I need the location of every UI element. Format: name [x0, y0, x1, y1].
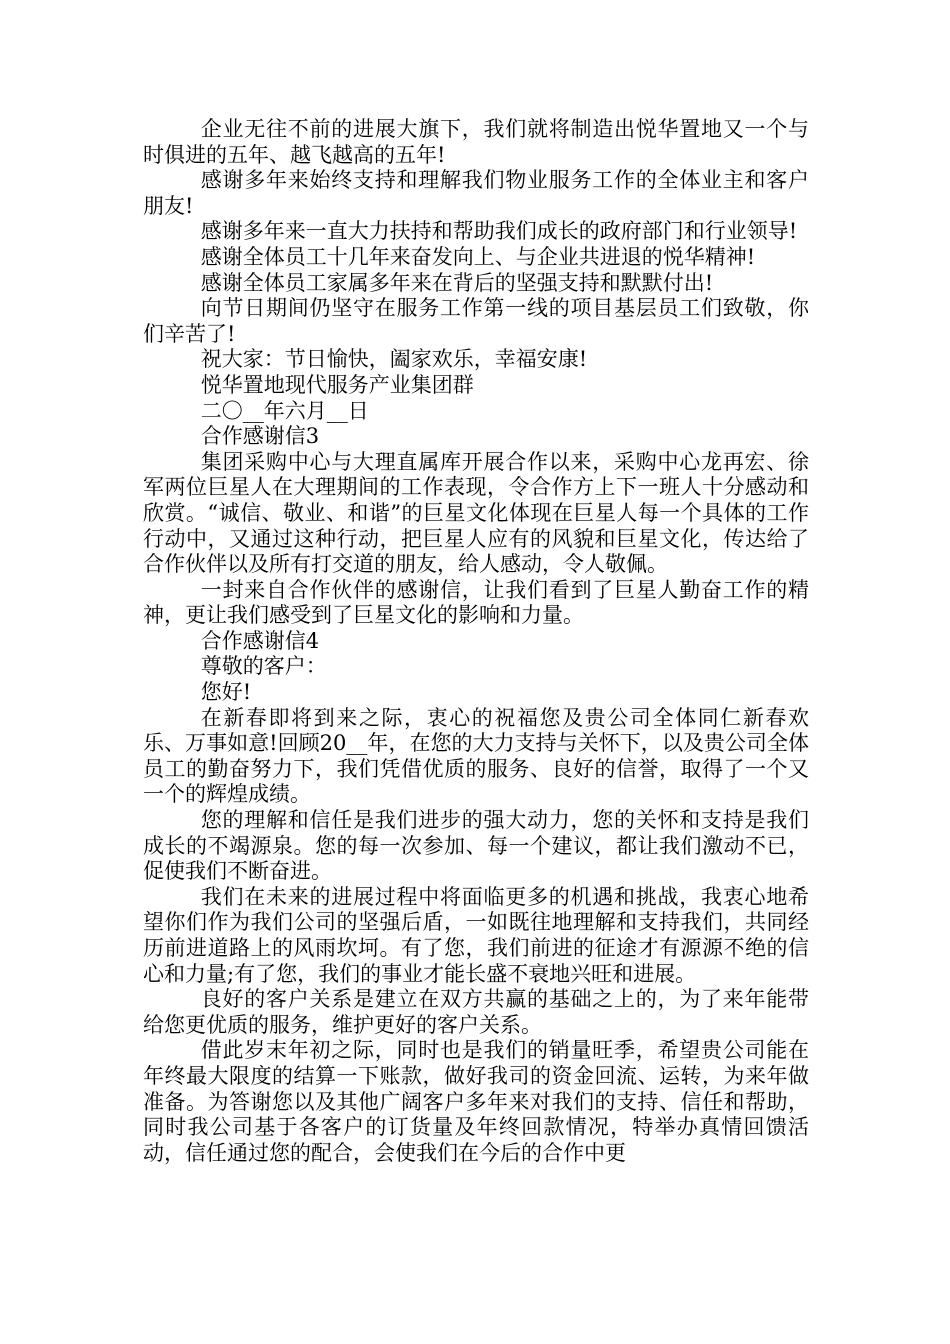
paragraph: 向节日期间仍坚守在服务工作第一线的项目基层员工们致敬，你们辛苦了! — [143, 296, 809, 346]
paragraph: 企业无往不前的进展大旗下，我们就将制造出悦华置地又一个与时俱进的五年、越飞越高的五年! — [143, 117, 809, 167]
paragraph: 祝大家：节日愉快，阖家欢乐，幸福安康! — [200, 347, 588, 372]
paragraph: 感谢全体员工十几年来奋发向上、与企业共进退的悦华精神! — [200, 244, 756, 269]
section-title: 合作感谢信4 — [200, 628, 320, 653]
paragraph: 在新春即将到来之际，衷心的祝福您及贵公司全体同仁新春欢乐、万事如意!回顾20__年，在您的大力支持与关怀下，以及贵公司全体员工的勤奋努力下，我们凭借优质的服务、良好的信誉，取得了一个又一个的辉煌成绩。 — [143, 705, 809, 807]
paragraph: 一封来自合作伙伴的感谢信，让我们看到了巨星人勤奋工作的精神，更让我们感受到了巨星文化的影响和力量。 — [143, 577, 809, 628]
document-body — [143, 117, 809, 1166]
paragraph: 您的理解和信任是我们进步的强大动力，您的关怀和支持是我们成长的不竭源泉。您的每一次参加、每一个建议，都让我们激动不已，促使我们不断奋进。 — [143, 808, 809, 884]
greeting: 您好! — [200, 680, 252, 705]
signature-date: 二〇__年六月__日 — [200, 398, 369, 423]
paragraph: 良好的客户关系是建立在双方共赢的基础之上的，为了来年能带给您更优质的服务，维护更好的客户关系。 — [143, 987, 809, 1037]
paragraph: 集团采购中心与大理直属库开展合作以来，采购中心龙再宏、徐军两位巨星人在大理期间的工作表现，令合作方上下一班人十分感动和欣赏。“诚信、敬业、和谐”的巨星文化体现在巨星人每一个具体的工作行动中，又通过这种行动，把巨星人应有的风貌和巨星文化，传达给了合作伙伴以及所有打交道的朋友，给人感动，令人敬佩。 — [143, 449, 809, 577]
paragraph: 感谢全体员工家属多年来在背后的坚强支持和默默付出! — [200, 270, 714, 295]
section-title: 合作感谢信3 — [200, 424, 320, 449]
signature-organization: 悦华置地现代服务产业集团群 — [200, 372, 474, 397]
paragraph: 借此岁末年初之际，同时也是我们的销量旺季，希望贵公司能在年终最大限度的结算一下账款，做好我司的资金回流、运转，为来年做准备。为答谢您以及其他广阔客户多年来对我们的支持、信任和帮助，同时我公司基于各客户的订货量及年终回款情况，特举办真情回馈活动，信任通过您的配合，会使我们在今后的合作中更 — [143, 1038, 809, 1165]
paragraph: 我们在未来的进展过程中将面临更多的机遇和挑战，我衷心地希望你们作为我们公司的坚强后盾，一如既往地理解和支持我们，共同经历前进道路上的风雨坎坷。有了您，我们前进的征途才有源源不绝的信心和力量;有了您，我们的事业才能长盛不衰地兴旺和进展。 — [143, 884, 809, 986]
salutation: 尊敬的客户： — [200, 654, 327, 679]
paragraph: 感谢多年来一直大力扶持和帮助我们成长的政府部门和行业领导! — [200, 219, 798, 244]
paragraph: 感谢多年来始终支持和理解我们物业服务工作的全体业主和客户朋友! — [143, 168, 809, 218]
